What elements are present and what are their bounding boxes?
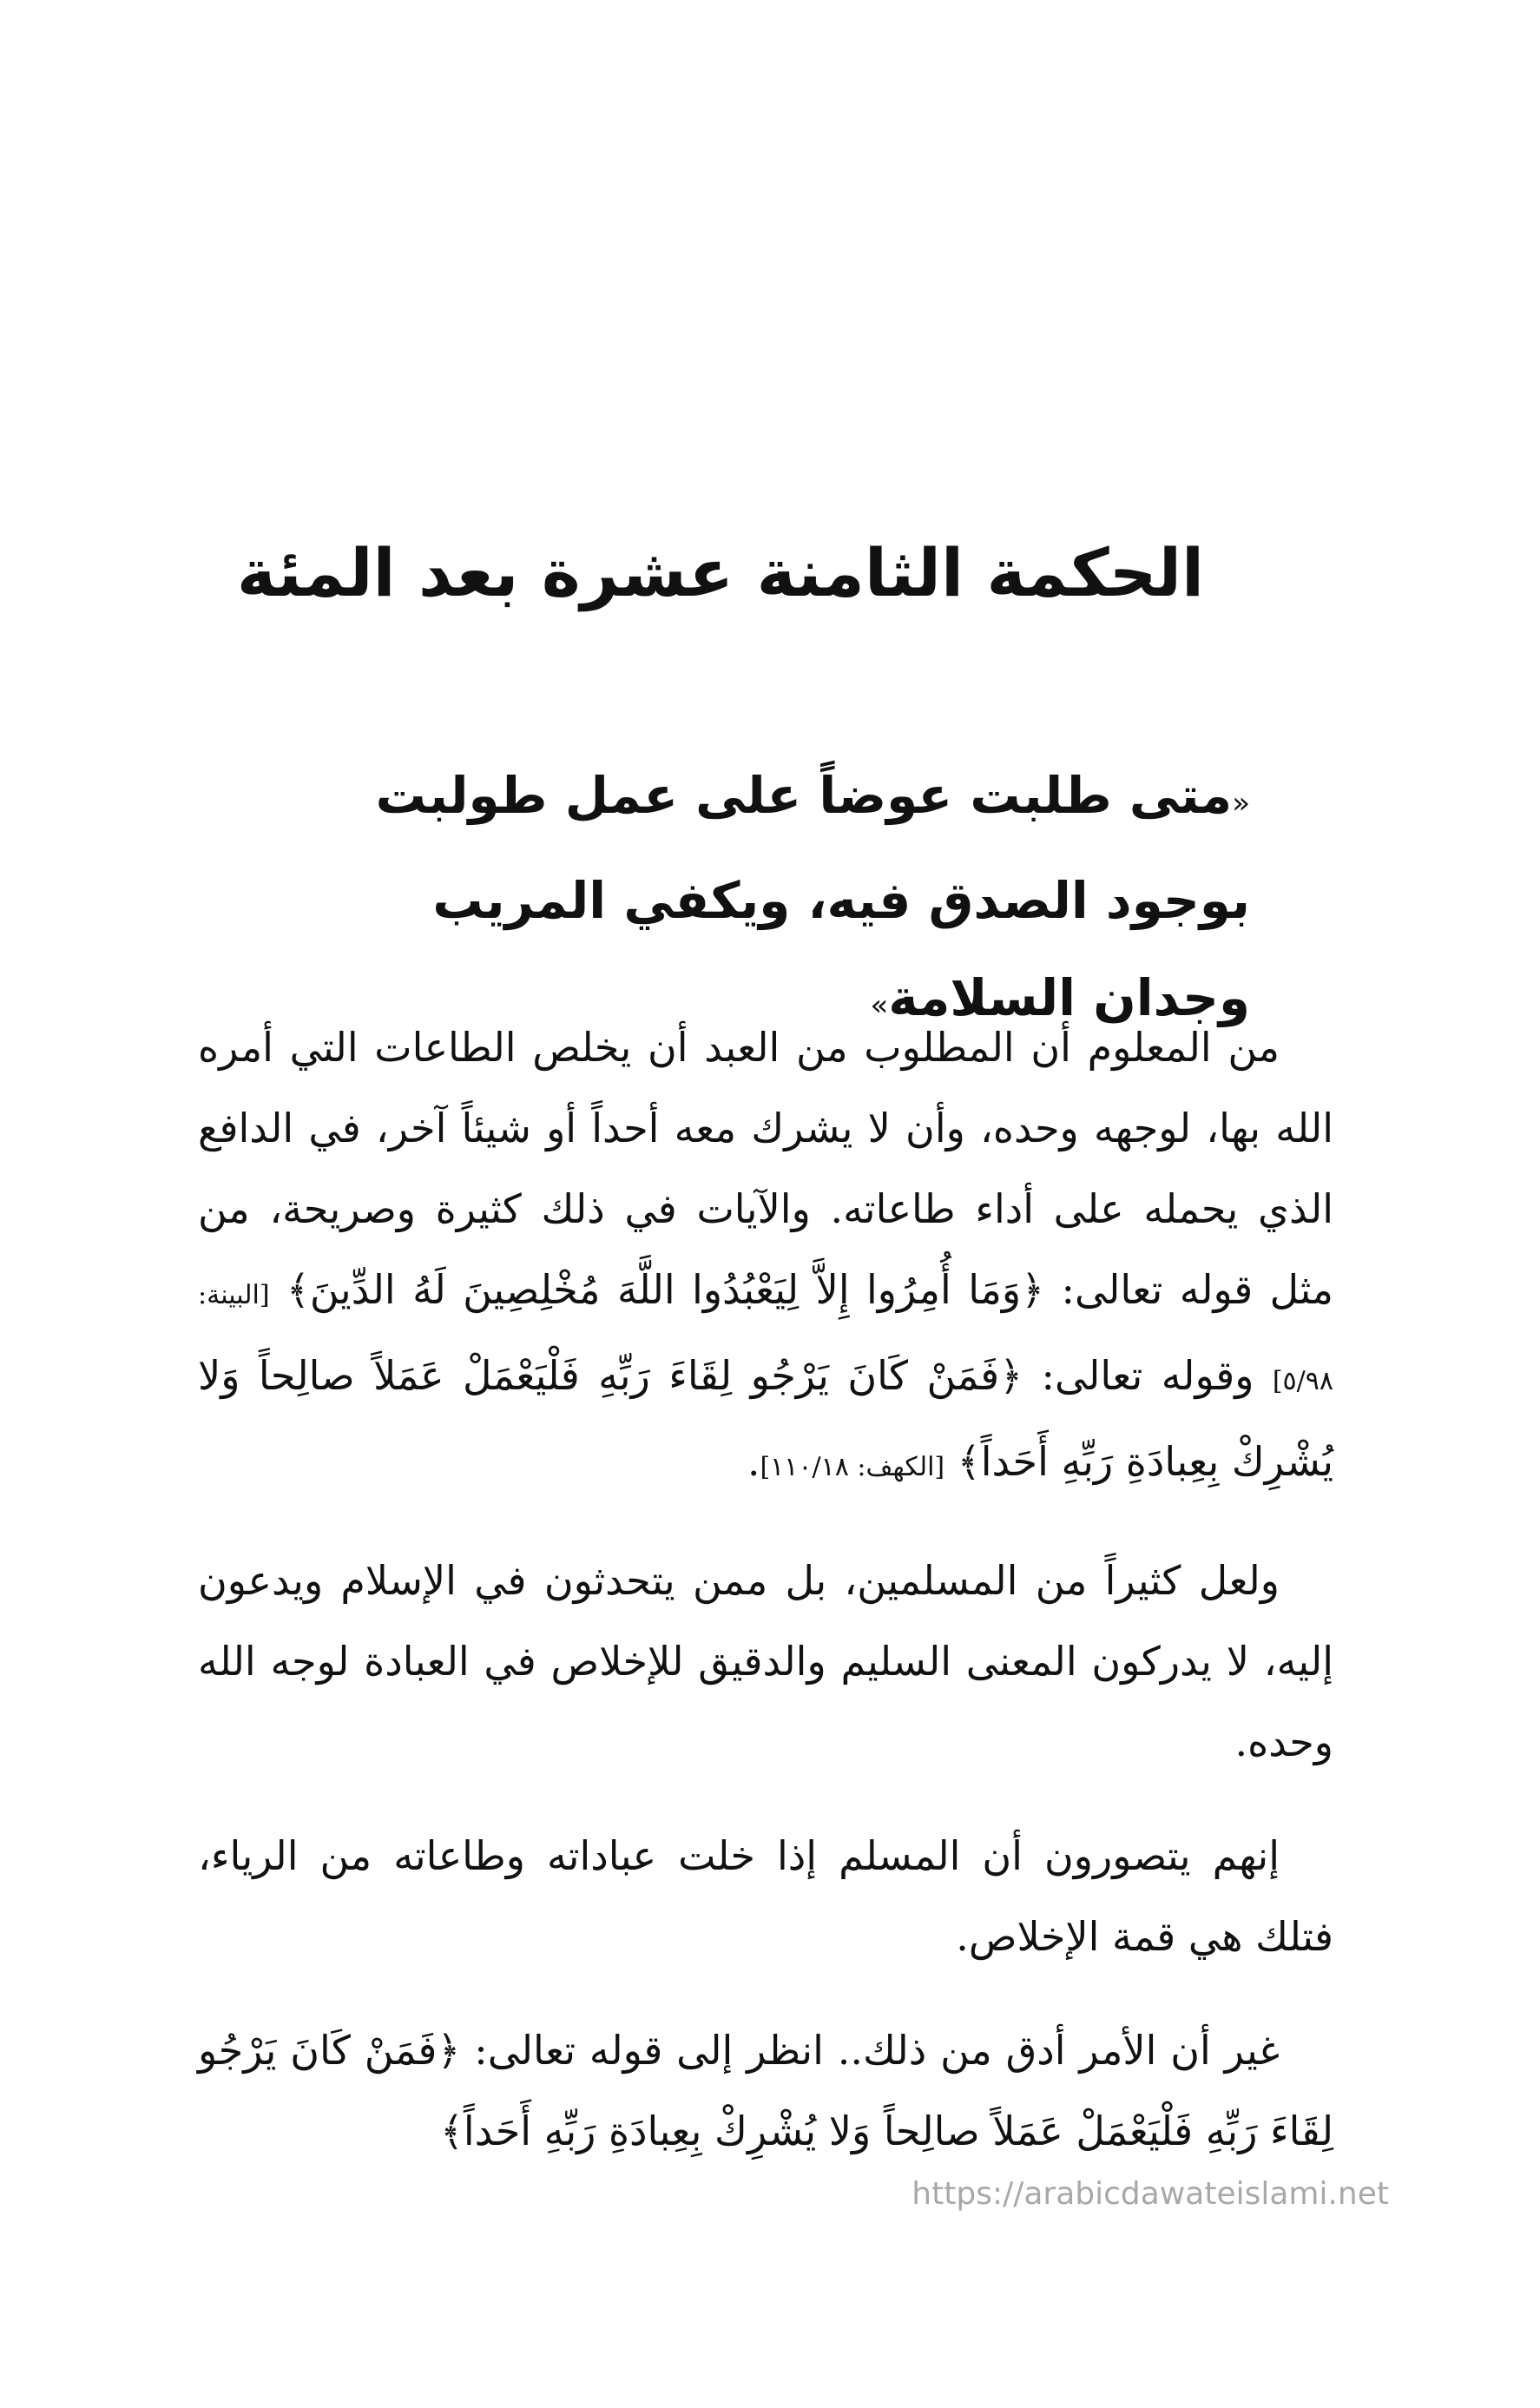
aphorism-close-mark: » bbox=[870, 988, 889, 1023]
chapter-title: الحكمة الثامنة عشرة بعد المئة bbox=[236, 534, 1205, 611]
paragraph-text bbox=[270, 1266, 286, 1313]
body-paragraph bbox=[198, 1816, 1333, 1977]
site-watermark: https://arabicdawateislami.net bbox=[911, 2176, 1389, 2212]
paragraph-text bbox=[944, 1438, 958, 1485]
body-paragraph bbox=[198, 1540, 1333, 1783]
paragraph-text: غير أن الأمر أدق من ذلك.. انظر إلى قوله تعالى: bbox=[460, 2027, 1280, 2074]
paragraph-text: من المعلوم أن المطلوب من العبد أن يخلص الطاعات التي أمره الله بها، لوجهه وحده، وأن لا يشرك معه أحداً أو شيئاً آخر، في الدافع الذي يحمله على أداء طاعاته. والآيات في ذلك كثيرة وصريحة، من مثل قوله تعالى: bbox=[198, 1024, 1333, 1313]
aphorism-text: متى طلبت عوضاً على عمل طولبت بوجود الصدق فيه، ويكفي المريب وجدان السلامة bbox=[375, 766, 1250, 1027]
quran-verse: ﴿وَمَا أُمِرُوا إِلاَّ لِيَعْبُدُوا اللَّهَ مُخْلِصِينَ لَهُ الدِّينَ﴾ bbox=[286, 1266, 1045, 1313]
verse-reference: [الكهف: ١١٠/١٨] bbox=[760, 1452, 945, 1482]
body-text bbox=[198, 1007, 1333, 2205]
quran-verse: ﴿فَمَنْ كَانَ يَرْجُو لِقَاءَ رَبِّهِ فَلْيَعْمَلْ عَمَلاً صالِحاً وَلا يُشْرِكْ بِعِبادَةِ رَبِّهِ أَحَداً﴾ bbox=[198, 1352, 1333, 1485]
verse-reference: [البينة: ٥/٩٨] bbox=[198, 1280, 1333, 1396]
aphorism-open-mark: « bbox=[1232, 786, 1250, 821]
body-paragraph bbox=[198, 2010, 1333, 2172]
paragraph-text: وقوله تعالى: bbox=[1023, 1352, 1273, 1399]
paragraph-text: . bbox=[747, 1438, 760, 1485]
paragraph-text: ولعل كثيراً من المسلمين، بل ممن يتحدثون في الإسلام ويدعون إليه، لا يدركون المعنى السليم والدقيق للإخلاص في العبادة لوجه الله وحده. bbox=[198, 1557, 1333, 1765]
paragraph-text: إنهم يتصورون أن المسلم إذا خلت عباداته وطاعاته من الرياء، فتلك هي قمة الإخلاص. bbox=[198, 1832, 1333, 1960]
quran-verse: ﴿فَمَنْ كَانَ يَرْجُو لِقَاءَ رَبِّهِ فَلْيَعْمَلْ عَمَلاً صالِحاً وَلا يُشْرِكْ بِعِبادَةِ رَبِّهِ أَحَداً﴾ bbox=[198, 2027, 1333, 2154]
body-paragraph bbox=[198, 1007, 1333, 1507]
